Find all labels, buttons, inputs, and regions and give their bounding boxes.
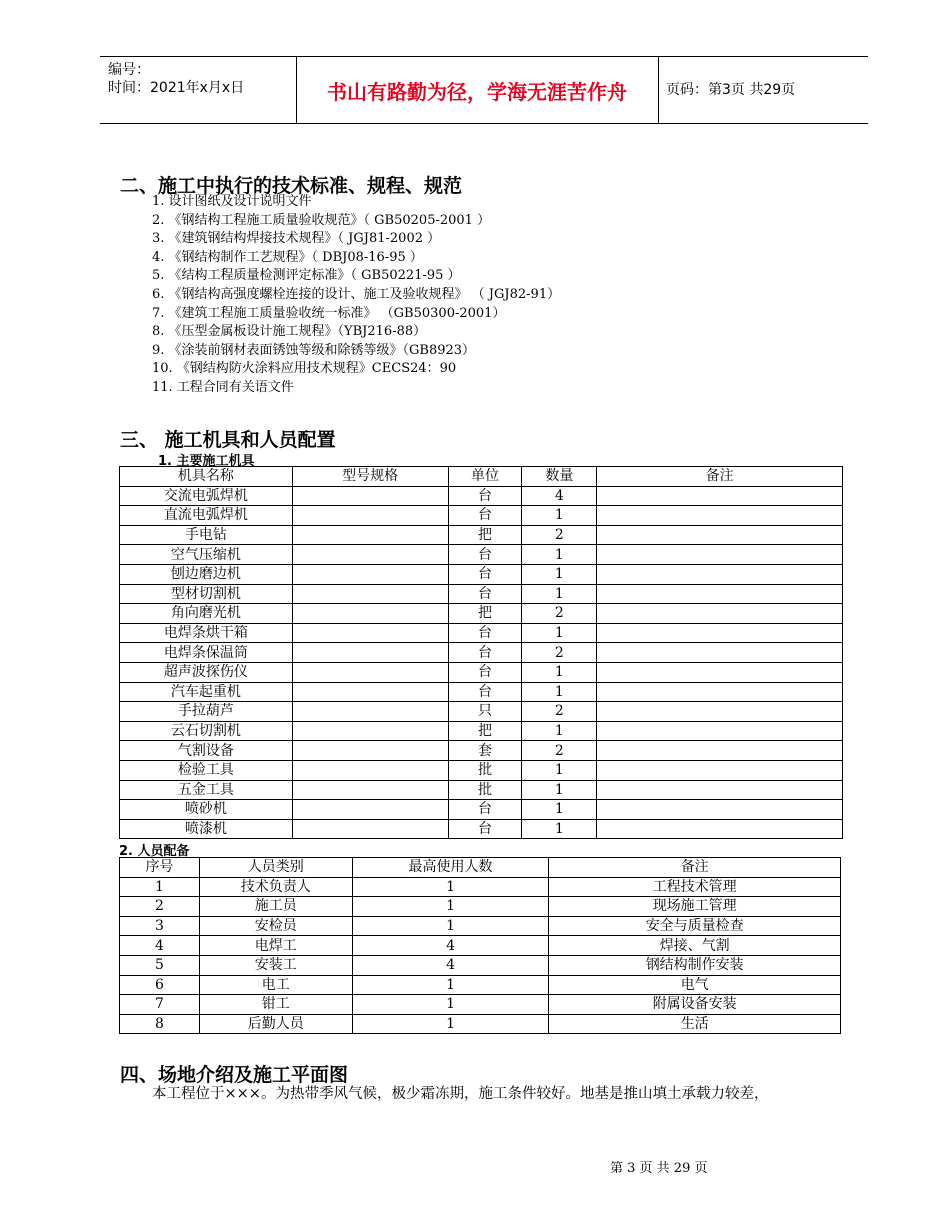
section-2-title: 二、施工中执行的技术标准、规程、规范 bbox=[120, 175, 463, 197]
table-cell: 现场施工管理 bbox=[549, 897, 841, 917]
table-cell bbox=[292, 604, 448, 624]
standard-item: 8. 《压型金属板设计施工规程》（YBJ216-88） bbox=[152, 324, 427, 340]
table-row bbox=[120, 995, 841, 1015]
table-cell: 4 bbox=[352, 955, 549, 975]
table-row bbox=[120, 604, 843, 624]
table-row bbox=[120, 564, 843, 584]
table-cell: 1 bbox=[352, 877, 549, 897]
table-cell bbox=[292, 506, 448, 526]
table-cell: 1 bbox=[522, 800, 597, 820]
table-header-row bbox=[120, 858, 841, 878]
table-cell: 台 bbox=[448, 819, 522, 839]
table-row bbox=[120, 897, 841, 917]
column-header: 人员类别 bbox=[199, 858, 352, 878]
column-header: 机具名称 bbox=[120, 467, 293, 487]
staff-subtitle: 2. 人员配备 bbox=[119, 844, 190, 859]
standard-item: 4. 《钢结构制作工艺规程》（ DBJ08-16-95 ） bbox=[152, 249, 423, 265]
table-cell: 生活 bbox=[549, 1014, 841, 1034]
table-cell: 安检员 bbox=[199, 916, 352, 936]
page-number-label: 页码：第3页 共29页 bbox=[666, 82, 796, 98]
table-cell bbox=[292, 662, 448, 682]
table-cell: 3 bbox=[120, 916, 200, 936]
table-cell bbox=[597, 741, 843, 761]
header-motto: 书山有路勤为径，学海无涯苦作舟 bbox=[327, 79, 627, 104]
table-cell bbox=[292, 545, 448, 565]
table-cell bbox=[292, 643, 448, 663]
table-cell bbox=[597, 623, 843, 643]
table-cell: 手电钻 bbox=[120, 525, 293, 545]
table-cell: 五金工具 bbox=[120, 780, 293, 800]
column-header: 最高使用人数 bbox=[352, 858, 549, 878]
table-cell: 4 bbox=[352, 936, 549, 956]
table-cell: 气割设备 bbox=[120, 741, 293, 761]
table-row bbox=[120, 877, 841, 897]
table-cell: 空气压缩机 bbox=[120, 545, 293, 565]
table-cell: 型材切割机 bbox=[120, 584, 293, 604]
table-cell bbox=[292, 682, 448, 702]
table-row bbox=[120, 721, 843, 741]
table-cell bbox=[597, 682, 843, 702]
table-cell: 电焊工 bbox=[199, 936, 352, 956]
table-cell: 喷漆机 bbox=[120, 819, 293, 839]
table-cell: 1 bbox=[352, 975, 549, 995]
table-row bbox=[120, 975, 841, 995]
table-cell: 2 bbox=[522, 643, 597, 663]
page-footer: 第 3 页 共 29 页 bbox=[610, 1161, 708, 1176]
table-cell: 云石切割机 bbox=[120, 721, 293, 741]
table-cell: 把 bbox=[448, 604, 522, 624]
table-cell: 手拉葫芦 bbox=[120, 702, 293, 722]
site-paragraph: 本工程位于×××。为热带季风气候，极少霜冻期，施工条件较好。地基是推山填土承载力较差， bbox=[152, 1086, 769, 1102]
table-cell: 2 bbox=[120, 897, 200, 917]
standard-item: 5. 《结构工程质量检测评定标准》（ GB50221-95 ） bbox=[152, 268, 461, 284]
table-row bbox=[120, 584, 843, 604]
standard-item: 11. 工程合同有关语文件 bbox=[152, 379, 294, 395]
table-row bbox=[120, 741, 843, 761]
table-cell bbox=[292, 800, 448, 820]
table-row bbox=[120, 819, 843, 839]
table-cell: 1 bbox=[522, 564, 597, 584]
table-cell bbox=[597, 545, 843, 565]
table-cell: 1 bbox=[522, 545, 597, 565]
table-header-row bbox=[120, 467, 843, 487]
table-cell: 1 bbox=[522, 760, 597, 780]
table-row bbox=[120, 682, 843, 702]
table-cell: 直流电弧焊机 bbox=[120, 506, 293, 526]
table-row bbox=[120, 662, 843, 682]
table-row bbox=[120, 1014, 841, 1034]
table-cell: 1 bbox=[522, 623, 597, 643]
table-row bbox=[120, 702, 843, 722]
table-cell: 焊接、气割 bbox=[549, 936, 841, 956]
table-cell: 超声波探伤仪 bbox=[120, 662, 293, 682]
table-cell bbox=[597, 819, 843, 839]
page-header bbox=[100, 56, 868, 124]
table-cell bbox=[597, 584, 843, 604]
table-cell: 1 bbox=[522, 682, 597, 702]
table-cell bbox=[292, 780, 448, 800]
table-cell bbox=[292, 486, 448, 506]
table-cell bbox=[597, 604, 843, 624]
table-row bbox=[120, 916, 841, 936]
table-row bbox=[120, 780, 843, 800]
table-cell bbox=[292, 721, 448, 741]
table-cell: 喷砂机 bbox=[120, 800, 293, 820]
table-cell: 1 bbox=[522, 780, 597, 800]
column-header: 单位 bbox=[448, 467, 522, 487]
table-row bbox=[120, 955, 841, 975]
table-cell: 1 bbox=[522, 662, 597, 682]
table-cell: 后勤人员 bbox=[199, 1014, 352, 1034]
column-header: 序号 bbox=[120, 858, 200, 878]
table-cell bbox=[597, 506, 843, 526]
table-row bbox=[120, 545, 843, 565]
table-cell: 1 bbox=[352, 1014, 549, 1034]
table-row bbox=[120, 525, 843, 545]
table-cell: 检验工具 bbox=[120, 760, 293, 780]
table-cell: 工程技术管理 bbox=[549, 877, 841, 897]
header-meta bbox=[108, 61, 294, 119]
table-cell: 6 bbox=[120, 975, 200, 995]
table-cell: 8 bbox=[120, 1014, 200, 1034]
table-cell: 台 bbox=[448, 486, 522, 506]
table-cell: 4 bbox=[120, 936, 200, 956]
table-cell: 1 bbox=[522, 819, 597, 839]
table-cell bbox=[292, 702, 448, 722]
table-cell: 角向磨光机 bbox=[120, 604, 293, 624]
table-cell bbox=[597, 486, 843, 506]
section-3-title: 三、 施工机具和人员配置 bbox=[120, 429, 336, 451]
table-cell: 套 bbox=[448, 741, 522, 761]
table-cell bbox=[597, 760, 843, 780]
table-cell bbox=[597, 662, 843, 682]
table-cell: 台 bbox=[448, 506, 522, 526]
table-cell: 1 bbox=[352, 916, 549, 936]
standard-item: 7. 《建筑工程施工质量验收统一标准》 （GB50300-2001） bbox=[152, 305, 506, 321]
table-cell: 钳工 bbox=[199, 995, 352, 1015]
header-divider bbox=[658, 57, 659, 123]
table-cell: 安全与质量检查 bbox=[549, 916, 841, 936]
table-cell: 刨边磨边机 bbox=[120, 564, 293, 584]
table-row bbox=[120, 623, 843, 643]
tools-table bbox=[119, 466, 843, 839]
table-cell: 批 bbox=[448, 760, 522, 780]
table-cell: 1 bbox=[352, 897, 549, 917]
table-cell bbox=[292, 819, 448, 839]
table-cell bbox=[292, 741, 448, 761]
table-cell: 电气 bbox=[549, 975, 841, 995]
table-cell: 2 bbox=[522, 702, 597, 722]
standard-item: 6. 《钢结构高强度螺栓连接的设计、施工及验收规程》 （ JGJ82-91） bbox=[152, 286, 561, 302]
table-cell: 电焊条烘干箱 bbox=[120, 623, 293, 643]
standard-item: 9. 《涂装前钢材表面锈蚀等级和除锈等级》（GB8923） bbox=[152, 342, 476, 358]
standard-item: 2. 《钢结构工程施工质量验收规范》（ GB50205-2001 ） bbox=[152, 212, 491, 228]
table-cell bbox=[597, 780, 843, 800]
standard-item: 1. 设计图纸及设计说明文件 bbox=[152, 194, 312, 209]
table-row bbox=[120, 486, 843, 506]
table-row bbox=[120, 936, 841, 956]
table-cell: 5 bbox=[120, 955, 200, 975]
table-cell: 1 bbox=[352, 995, 549, 1015]
table-cell: 1 bbox=[522, 721, 597, 741]
table-row bbox=[120, 643, 843, 663]
table-cell: 台 bbox=[448, 564, 522, 584]
table-cell bbox=[597, 702, 843, 722]
table-cell: 台 bbox=[448, 800, 522, 820]
table-cell bbox=[292, 760, 448, 780]
section-4-title: 四、场地介绍及施工平面图 bbox=[120, 1064, 349, 1086]
table-cell: 2 bbox=[522, 741, 597, 761]
table-cell: 台 bbox=[448, 623, 522, 643]
table-cell: 交流电弧焊机 bbox=[120, 486, 293, 506]
table-cell: 4 bbox=[522, 486, 597, 506]
table-row bbox=[120, 506, 843, 526]
column-header: 数量 bbox=[522, 467, 597, 487]
table-row bbox=[120, 760, 843, 780]
table-cell: 台 bbox=[448, 545, 522, 565]
table-cell: 台 bbox=[448, 682, 522, 702]
table-cell bbox=[597, 643, 843, 663]
time-label: 时间：2021年x月x日 bbox=[108, 80, 245, 96]
table-cell: 批 bbox=[448, 780, 522, 800]
table-cell bbox=[292, 623, 448, 643]
table-row bbox=[120, 800, 843, 820]
table-cell: 钢结构制作安装 bbox=[549, 955, 841, 975]
table-cell: 把 bbox=[448, 525, 522, 545]
table-cell: 汽车起重机 bbox=[120, 682, 293, 702]
table-cell: 7 bbox=[120, 995, 200, 1015]
table-cell: 电焊条保温筒 bbox=[120, 643, 293, 663]
table-cell: 台 bbox=[448, 662, 522, 682]
column-header: 备注 bbox=[549, 858, 841, 878]
standard-item: 3. 《建筑钢结构焊接技术规程》（ JGJ81-2002 ） bbox=[152, 231, 441, 247]
table-cell bbox=[292, 564, 448, 584]
table-cell bbox=[597, 525, 843, 545]
table-cell bbox=[597, 721, 843, 741]
table-cell: 1 bbox=[120, 877, 200, 897]
table-cell: 台 bbox=[448, 643, 522, 663]
table-cell bbox=[597, 800, 843, 820]
table-cell: 2 bbox=[522, 525, 597, 545]
table-cell: 1 bbox=[522, 506, 597, 526]
column-header: 型号规格 bbox=[292, 467, 448, 487]
table-cell: 台 bbox=[448, 584, 522, 604]
code-label: 编号： bbox=[108, 62, 150, 78]
table-cell: 只 bbox=[448, 702, 522, 722]
table-cell bbox=[597, 564, 843, 584]
column-header: 备注 bbox=[597, 467, 843, 487]
standard-item: 10. 《钢结构防火涂料应用技术规程》CECS24：90 bbox=[152, 361, 457, 377]
table-cell: 附属设备安装 bbox=[549, 995, 841, 1015]
table-cell: 1 bbox=[522, 584, 597, 604]
table-cell: 电工 bbox=[199, 975, 352, 995]
tools-subtitle: 1. 主要施工机具 bbox=[158, 454, 255, 469]
staff-table bbox=[119, 857, 841, 1034]
table-cell bbox=[292, 525, 448, 545]
table-cell: 施工员 bbox=[199, 897, 352, 917]
table-cell: 技术负责人 bbox=[199, 877, 352, 897]
table-cell bbox=[292, 584, 448, 604]
table-cell: 安装工 bbox=[199, 955, 352, 975]
table-cell: 把 bbox=[448, 721, 522, 741]
standards-list bbox=[152, 193, 560, 398]
table-cell: 2 bbox=[522, 604, 597, 624]
